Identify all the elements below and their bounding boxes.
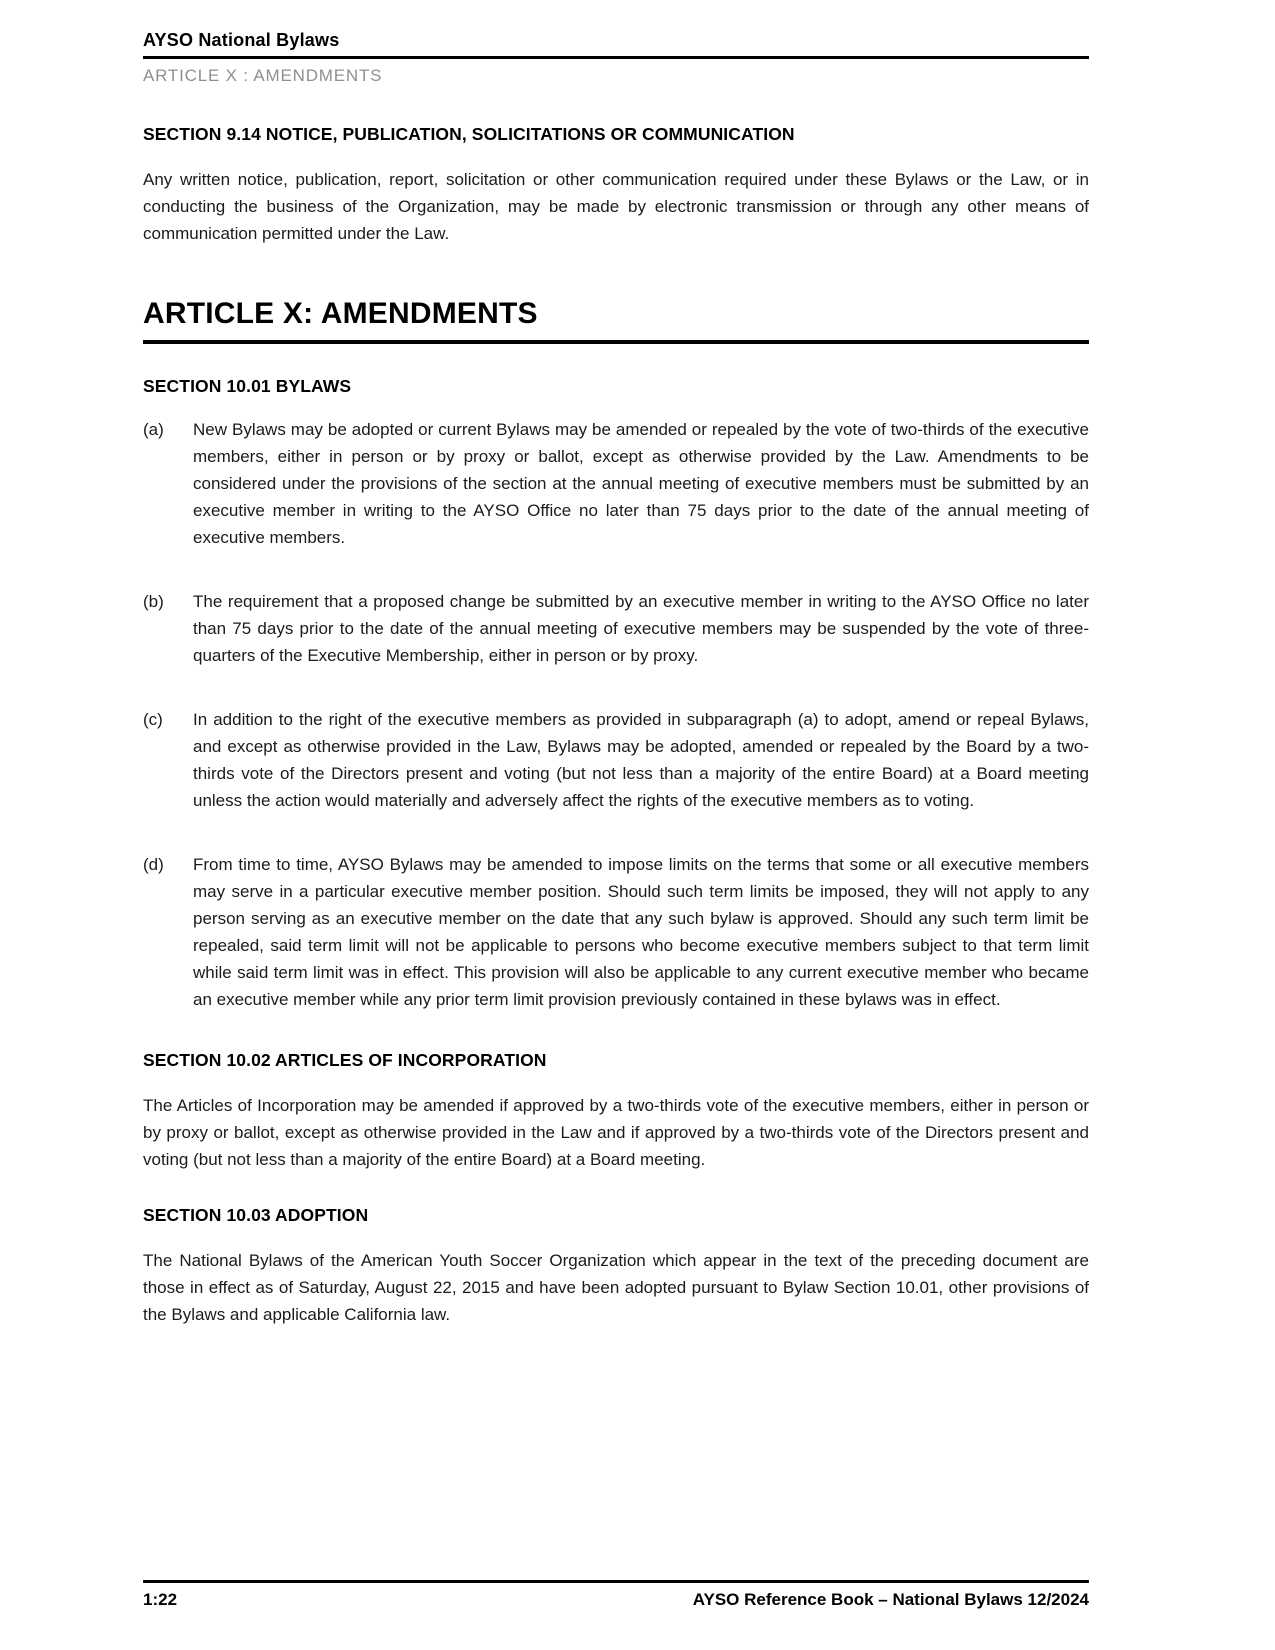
list-item-a — [143, 416, 1089, 551]
section-10-02-body: The Articles of Incorporation may be amended if approved by a two-thirds vote of the executive members, either in person or by proxy or ballot, except as otherwise provided in the Law and if approved by a two-thirds vote of the Directors present and voting (but not less than a majority of the entire Board) at a Board meeting. — [143, 1096, 1089, 1169]
section-10-01-list — [143, 416, 1089, 1013]
list-item-d — [143, 851, 1089, 1013]
header-rule — [143, 56, 1089, 59]
item-c-text: In addition to the right of the executive members as provided in subparagraph (a) to adopt, amend or repeal Bylaws, and except as otherwise provided in the Law, Bylaws may be adopted, amended or repealed by the Board by a two-thirds vote of the Directors present and voting (but not less than a majority of the entire Board) at a Board meeting unless the action would materially and adversely affect the rights of the executive members as to voting. — [193, 710, 1089, 810]
section-9-14-heading: SECTION 9.14 NOTICE, PUBLICATION, SOLICITATIONS OR COMMUNICATION — [143, 124, 795, 144]
section-10-03-body: The National Bylaws of the American Youth Soccer Organization which appear in the text of the preceding document are those in effect as of Saturday, August 22, 2015 and have been adopted pursuant to Bylaw Section 10.01, other provisions of the Bylaws and applicable California law. — [143, 1251, 1089, 1324]
item-a-text: New Bylaws may be adopted or current Bylaws may be amended or repealed by the vote of two-thirds of the executive members, either in person or by proxy or ballot, except as otherwise provided by the Law. Amendments to be considered under the provisions of the section at the annual meeting of executive members must be submitted by an executive member in writing to the AYSO Office no later than 75 days prior to the date of the annual meeting of executive members. — [193, 420, 1089, 547]
item-a-label: (a) — [143, 420, 164, 439]
running-header — [143, 30, 1089, 86]
list-item-b — [143, 588, 1089, 669]
page-footer — [143, 1580, 1089, 1610]
footer-book-title: AYSO Reference Book – National Bylaws 12/2024 — [692, 1590, 1089, 1609]
footer-page-number: 1:22 — [143, 1590, 178, 1609]
page-content — [143, 30, 1089, 1328]
section-10-02-heading: SECTION 10.02 ARTICLES OF INCORPORATION — [143, 1050, 547, 1070]
item-d-text: From time to time, AYSO Bylaws may be amended to impose limits on the terms that some or all executive members may serve in a particular executive member position. Should such term limits be imposed, they will not apply to any person serving as an executive member on the date that any such bylaw is approved. Should any such term limit be repealed, said term limit will not be applicable to persons who become executive members subject to that term limit while said term limit was in effect. This provision will also be applicable to any current executive member who became an executive member while any prior term limit provision previously contained in these bylaws was in effect. — [193, 855, 1089, 1009]
item-b-label: (b) — [143, 592, 164, 611]
article-x-heading: ARTICLE X: AMENDMENTS — [143, 297, 1089, 344]
item-c-label: (c) — [143, 710, 163, 729]
item-d-label: (d) — [143, 855, 164, 874]
header-subtitle: ARTICLE X : AMENDMENTS — [143, 66, 383, 85]
list-item-c — [143, 706, 1089, 814]
header-title: AYSO National Bylaws — [143, 30, 340, 50]
section-9-14-body: Any written notice, publication, report, solicitation or other communication required under these Bylaws or the Law, or in conducting the business of the Organization, may be made by electronic transmission or through any other means of communication permitted under the Law. — [143, 170, 1089, 243]
item-b-text: The requirement that a proposed change be submitted by an executive member in writing to the AYSO Office no later than 75 days prior to the date of the annual meeting of executive members may be suspended by the vote of three-quarters of the Executive Membership, either in person or by proxy. — [193, 592, 1089, 665]
section-10-01-heading: SECTION 10.01 BYLAWS — [143, 376, 352, 396]
section-10-03-heading: SECTION 10.03 ADOPTION — [143, 1205, 369, 1225]
